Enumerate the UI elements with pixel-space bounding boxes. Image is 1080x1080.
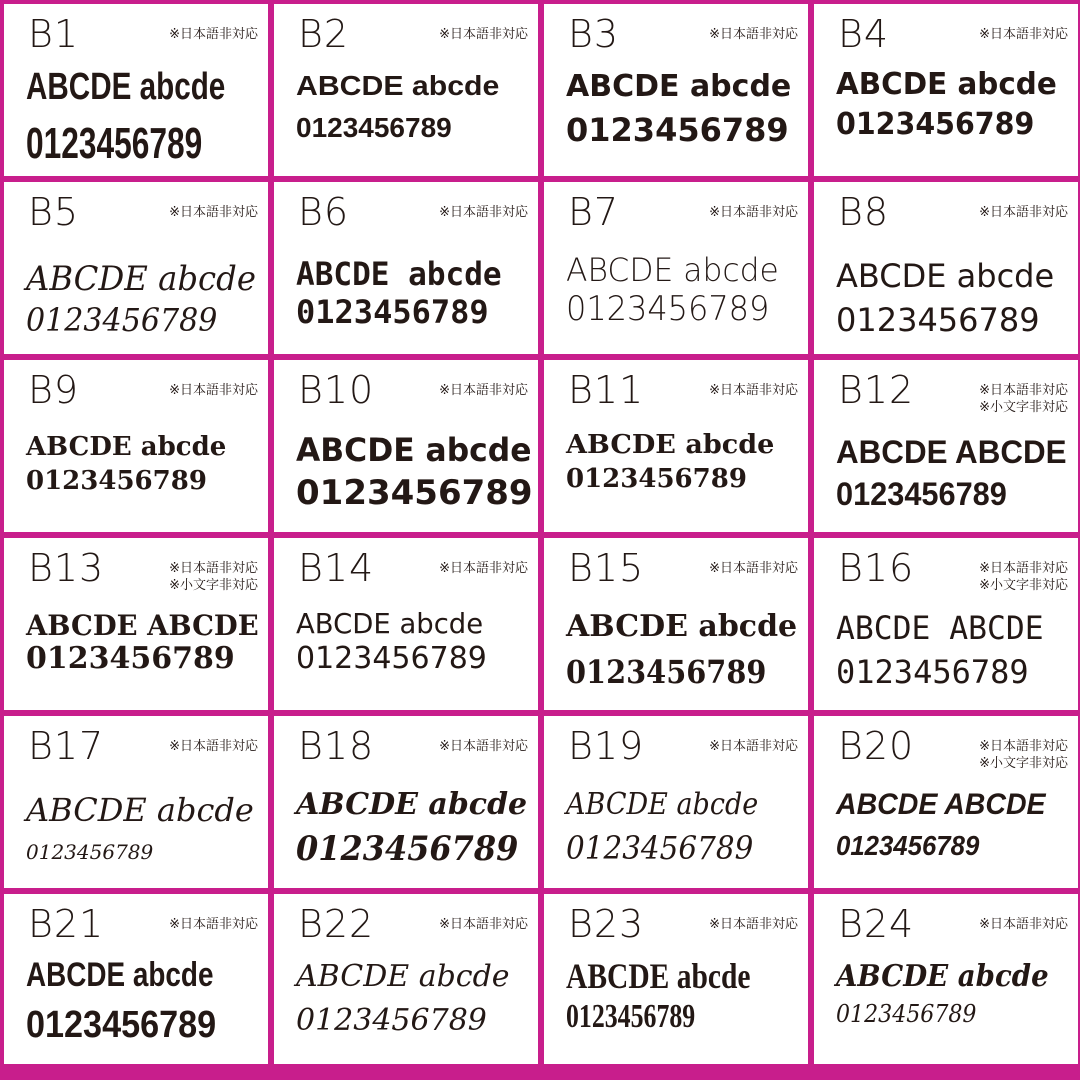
font-notes xyxy=(169,916,258,933)
unsupported-note: ※小文字非対応 xyxy=(979,578,1068,593)
letter-sample: ABCDE abcde xyxy=(836,959,1049,994)
font-sample-cell[interactable] xyxy=(814,716,1078,888)
unsupported-note: ※日本語非対応 xyxy=(169,383,258,398)
font-notes xyxy=(439,26,528,43)
letter-sample: ABCDE abcde xyxy=(566,69,792,104)
font-sample-cell[interactable] xyxy=(274,360,538,532)
font-sample-cell[interactable] xyxy=(814,538,1078,710)
unsupported-note: ※日本語非対応 xyxy=(979,917,1068,932)
unsupported-note: ※日本語非対応 xyxy=(979,739,1068,754)
font-notes xyxy=(979,204,1068,221)
digit-sample: 0123456789 xyxy=(836,653,1029,691)
font-code-label: B3 xyxy=(568,12,620,56)
unsupported-note: ※小文字非対応 xyxy=(979,756,1068,771)
font-sample-cell[interactable] xyxy=(814,4,1078,176)
unsupported-note: ※日本語非対応 xyxy=(439,383,528,398)
font-sample-cell[interactable] xyxy=(4,538,268,710)
unsupported-note: ※小文字非対応 xyxy=(169,578,258,593)
font-code-label: B7 xyxy=(568,190,620,234)
font-code-label: B1 xyxy=(28,12,80,56)
font-sample-cell[interactable] xyxy=(4,716,268,888)
unsupported-note: ※日本語非対応 xyxy=(439,917,528,932)
font-code-label: B5 xyxy=(28,190,80,234)
font-notes xyxy=(169,26,258,43)
letter-sample: ABCDE abcde xyxy=(26,791,254,829)
font-notes xyxy=(709,382,798,399)
unsupported-note: ※日本語非対応 xyxy=(439,739,528,754)
letter-sample: ABCDE abcde xyxy=(566,956,751,996)
font-sample-cell[interactable] xyxy=(544,716,808,888)
unsupported-note: ※日本語非対応 xyxy=(979,383,1068,398)
font-code-label: B10 xyxy=(298,368,375,412)
font-notes xyxy=(169,382,258,399)
font-sample-cell[interactable] xyxy=(814,182,1078,354)
font-sample-cell[interactable] xyxy=(544,538,808,710)
font-sample-cell[interactable] xyxy=(274,894,538,1064)
font-code-label: B23 xyxy=(568,902,645,946)
font-code-label: B13 xyxy=(28,546,105,590)
font-sample-cell[interactable] xyxy=(544,4,808,176)
unsupported-note: ※日本語非対応 xyxy=(709,205,798,220)
unsupported-note: ※日本語非対応 xyxy=(979,205,1068,220)
font-sample-cell[interactable] xyxy=(4,182,268,354)
font-notes xyxy=(439,738,528,755)
digit-sample: 0123456789 xyxy=(296,473,533,513)
font-sample-cell[interactable] xyxy=(4,360,268,532)
unsupported-note: ※日本語非対応 xyxy=(169,561,258,576)
font-notes xyxy=(709,26,798,43)
letter-sample: ABCDE abcde xyxy=(836,67,1057,102)
font-sample-cell[interactable] xyxy=(814,360,1078,532)
digit-sample: 0123456789 xyxy=(566,289,770,329)
letter-sample: ABCDE abcde xyxy=(296,607,484,640)
font-code-label: B2 xyxy=(298,12,350,56)
digit-sample: 0123456789 xyxy=(566,829,754,867)
letter-sample: ABCDE abcde xyxy=(296,70,500,101)
unsupported-note: ※日本語非対応 xyxy=(439,205,528,220)
unsupported-note: ※日本語非対応 xyxy=(709,561,798,576)
unsupported-note: ※日本語非対応 xyxy=(169,917,258,932)
unsupported-note: ※日本語非対応 xyxy=(709,917,798,932)
digit-sample: 0123456789 xyxy=(26,641,235,676)
digit-sample: 0123456789 xyxy=(26,1004,217,1046)
unsupported-note: ※小文字非対応 xyxy=(979,400,1068,415)
font-code-label: B18 xyxy=(298,724,375,768)
letter-sample: ABCDE abcde xyxy=(566,251,779,289)
font-code-label: B20 xyxy=(838,724,915,768)
digit-sample: 0123456789 xyxy=(26,840,154,864)
digit-sample: 0123456789 xyxy=(566,653,767,691)
unsupported-note: ※日本語非対応 xyxy=(169,27,258,42)
digit-sample: 0123456789 xyxy=(296,112,452,143)
font-notes xyxy=(709,738,798,755)
font-code-label: B24 xyxy=(838,902,915,946)
digit-sample: 0123456789 xyxy=(296,1003,487,1038)
font-sample-cell[interactable] xyxy=(274,538,538,710)
letter-sample: ABCDE abcde xyxy=(566,609,798,644)
letter-sample: ABCDE abcde xyxy=(566,787,759,822)
letter-sample: ABCDE abcde xyxy=(26,259,256,299)
digit-sample: 0123456789 xyxy=(26,466,207,496)
unsupported-note: ※日本語非対応 xyxy=(709,383,798,398)
letter-sample: ABCDE abcde xyxy=(26,956,214,994)
font-code-label: B11 xyxy=(568,368,645,412)
letter-sample: ABCDE abcde xyxy=(296,255,502,293)
letter-sample: ABCDE abcde xyxy=(26,66,226,108)
font-code-label: B21 xyxy=(28,902,105,946)
font-notes xyxy=(979,26,1068,43)
font-notes xyxy=(709,204,798,221)
unsupported-note: ※日本語非対応 xyxy=(169,739,258,754)
font-sample-cell[interactable] xyxy=(274,182,538,354)
font-sample-cell[interactable] xyxy=(544,894,808,1064)
unsupported-note: ※日本語非対応 xyxy=(169,205,258,220)
font-sample-cell[interactable] xyxy=(4,4,268,176)
font-code-label: B8 xyxy=(838,190,890,234)
font-notes xyxy=(439,204,528,221)
font-code-label: B17 xyxy=(28,724,105,768)
font-notes xyxy=(169,560,258,594)
font-notes xyxy=(169,738,258,755)
font-notes xyxy=(709,560,798,577)
unsupported-note: ※日本語非対応 xyxy=(439,561,528,576)
letter-sample: ABCDE abcde xyxy=(296,787,528,822)
digit-sample: 0123456789 xyxy=(566,464,747,494)
font-code-label: B9 xyxy=(28,368,80,412)
digit-sample: 0123456789 xyxy=(26,119,203,168)
unsupported-note: ※日本語非対応 xyxy=(439,27,528,42)
unsupported-note: ※日本語非対応 xyxy=(709,27,798,42)
letter-sample: ABCDE abcde xyxy=(566,430,775,460)
font-code-label: B4 xyxy=(838,12,890,56)
digit-sample: 0123456789 xyxy=(566,998,696,1035)
font-code-label: B14 xyxy=(298,546,375,590)
letter-sample: ABCDE ABCDE xyxy=(836,788,1046,821)
font-notes xyxy=(169,204,258,221)
digit-sample: 0123456789 xyxy=(836,301,1040,339)
digit-sample: 0123456789 xyxy=(26,301,218,339)
letter-sample: ABCDE ABCDE xyxy=(836,434,1067,470)
font-sample-cell[interactable] xyxy=(4,894,268,1064)
font-notes xyxy=(979,916,1068,933)
digit-sample: 0123456789 xyxy=(296,829,519,869)
font-code-label: B19 xyxy=(568,724,645,768)
unsupported-note: ※日本語非対応 xyxy=(979,27,1068,42)
font-sample-cell[interactable] xyxy=(274,716,538,888)
digit-sample: 0123456789 xyxy=(836,476,1007,512)
digit-sample: 0123456789 xyxy=(566,111,789,149)
letter-sample: ABCDE ABCDE xyxy=(836,609,1044,647)
digit-sample: 0123456789 xyxy=(296,641,487,676)
font-code-label: B22 xyxy=(298,902,375,946)
font-notes xyxy=(709,916,798,933)
font-notes xyxy=(979,382,1068,416)
font-sample-cell[interactable] xyxy=(544,182,808,354)
letter-sample: ABCDE abcde xyxy=(296,959,510,994)
unsupported-note: ※日本語非対応 xyxy=(979,561,1068,576)
unsupported-note: ※日本語非対応 xyxy=(709,739,798,754)
font-code-label: B12 xyxy=(838,368,915,412)
font-sample-cell[interactable] xyxy=(274,4,538,176)
letter-sample: ABCDE ABCDE xyxy=(26,609,259,642)
font-code-label: B16 xyxy=(838,546,915,590)
letter-sample: ABCDE abcde xyxy=(836,257,1055,295)
font-notes xyxy=(439,916,528,933)
font-notes xyxy=(439,560,528,577)
font-notes xyxy=(979,738,1068,772)
letter-sample: ABCDE abcde xyxy=(26,432,227,462)
digit-sample: 0123456789 xyxy=(836,107,1035,142)
font-code-label: B15 xyxy=(568,546,645,590)
font-sample-cell[interactable] xyxy=(814,894,1078,1064)
letter-sample: ABCDE abcde xyxy=(296,431,532,469)
font-notes xyxy=(979,560,1068,594)
font-code-label: B6 xyxy=(298,190,350,234)
digit-sample: 0123456789 xyxy=(836,1000,977,1028)
digit-sample: 0123456789 xyxy=(296,293,489,331)
digit-sample: 0123456789 xyxy=(836,830,980,861)
font-sample-cell[interactable] xyxy=(544,360,808,532)
font-notes xyxy=(439,382,528,399)
